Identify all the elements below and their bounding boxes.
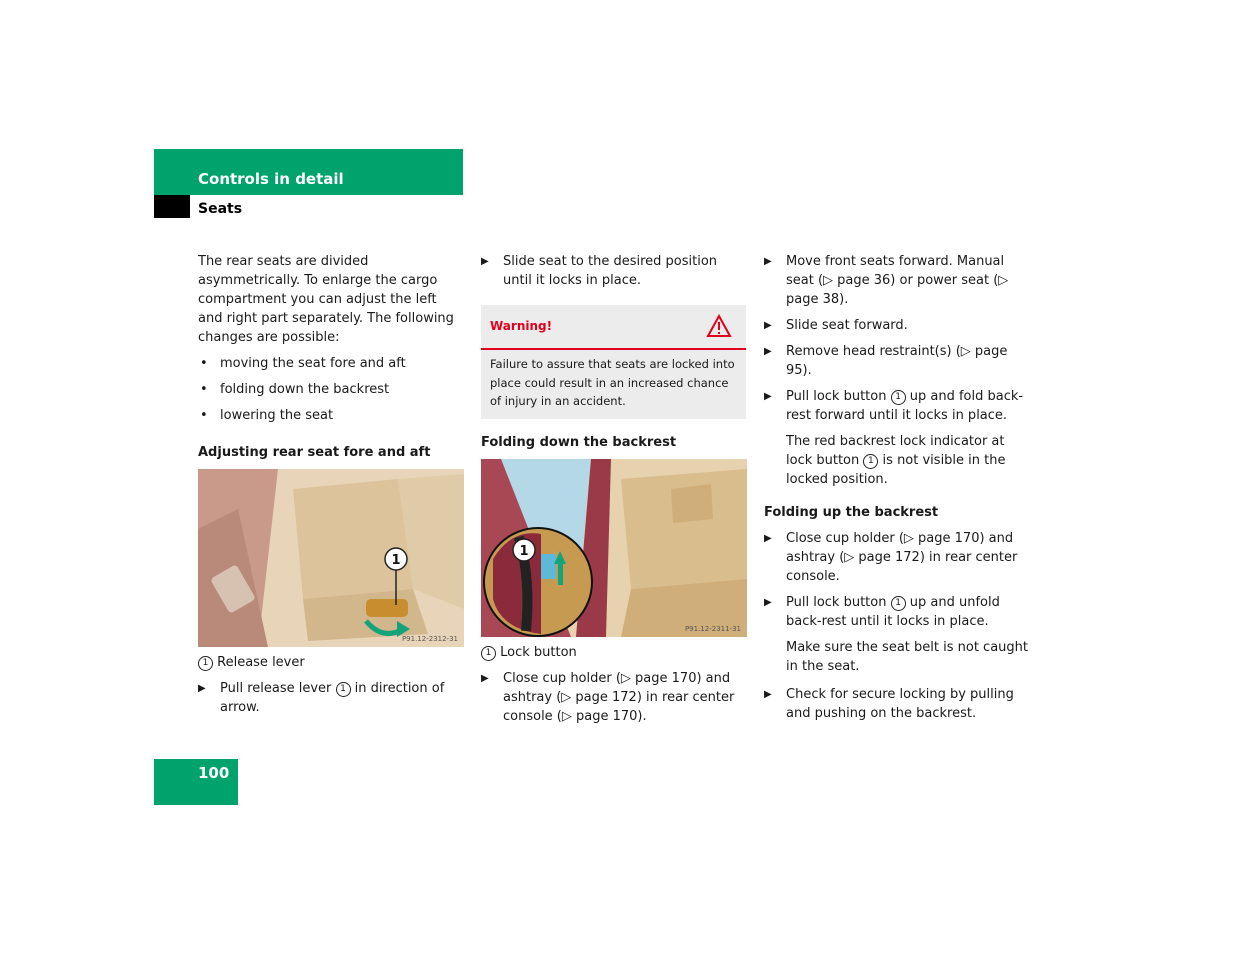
- instruction-step: ▶ Close cup holder (▷ page 170) and ashtray (▷ page 172) in rear center console (▷ page 170).: [481, 670, 735, 724]
- figure-code: P91.12-2312-31: [401, 635, 458, 643]
- warning-triangle-icon: [706, 314, 732, 338]
- warning-text: Failure to assure that seats are locked into place could result in an increased chance of injury in an accident.: [490, 357, 735, 408]
- step-marker-icon: ▶: [764, 689, 772, 700]
- list-item: • lowering the seat: [198, 406, 464, 425]
- instruction-step: ▶ Check for secure locking by pulling and pushing on the backrest.: [764, 687, 1014, 721]
- list-item: • folding down the backrest: [198, 380, 464, 399]
- column-2: [481, 252, 747, 733]
- warning-title: Warning!: [490, 319, 553, 333]
- figure-code: P91.12-2311-31: [684, 624, 741, 633]
- note-paragraph: Make sure the seat belt is not caught in the seat.: [786, 640, 1028, 674]
- note-paragraph: The red backrest lock indicator at lock button 1 is not visible in the locked position.: [786, 434, 1006, 487]
- step-marker-icon: ▶: [198, 683, 206, 694]
- column-1: [198, 252, 464, 724]
- callout-number: 1: [891, 596, 906, 611]
- backrest-fold-illustration: [481, 459, 747, 637]
- figure-caption: [198, 653, 464, 672]
- instruction-step: ▶ Remove head restraint(s) (▷ page 95).: [764, 344, 1008, 378]
- instruction-step: ▶ Close cup holder (▷ page 170) and ashtray (▷ page 172) in rear center console.: [764, 531, 1018, 584]
- caption-text: Release lever: [217, 655, 305, 670]
- page-number: 100: [198, 764, 230, 782]
- callout-number: 1: [481, 646, 496, 661]
- instruction-step: ▶ Pull release lever 1 in direction of arrow.: [198, 681, 445, 715]
- step-marker-icon: ▶: [764, 597, 772, 608]
- section-heading: Adjusting rear seat fore and aft: [198, 445, 431, 460]
- callout-number: 1: [863, 454, 878, 469]
- seat-fore-aft-illustration: [198, 469, 464, 647]
- warning-header: [481, 305, 746, 350]
- list-item: • moving the seat fore and aft: [198, 354, 464, 373]
- instruction-step: ▶ Move front seats forward. Manual seat (▷ page 36) or power seat (▷ page 38).: [764, 254, 1009, 307]
- instruction-step: ▶ Slide seat to the desired position until it locks in place.: [481, 254, 718, 288]
- caption-text: Lock button: [500, 644, 577, 660]
- instruction-step: ▶ Pull lock button 1 up and fold back-rest forward until it locks in place.: [764, 389, 1024, 423]
- section-title: Controls in detail: [198, 170, 344, 188]
- section-heading: Folding up the backrest: [764, 505, 939, 520]
- instruction-step: ▶ Pull lock button 1 up and unfold back-rest until it locks in place.: [764, 595, 1000, 629]
- intro-paragraph: The rear seats are divided asymmetrically. To enlarge the cargo compartment you can adjust the left and right part separately. The following changes are possible:: [198, 254, 454, 345]
- figure-caption: [481, 643, 747, 662]
- step-marker-icon: ▶: [764, 320, 772, 331]
- column-3: [764, 252, 1034, 730]
- callout-number: 1: [198, 656, 213, 671]
- figure-callout: 1: [519, 543, 529, 559]
- callout-number: 1: [336, 682, 351, 697]
- page-number-tab: [154, 759, 238, 805]
- figure-callout: 1: [391, 553, 401, 568]
- instruction-step: ▶ Slide seat forward.: [764, 318, 908, 333]
- step-marker-icon: ▶: [764, 391, 772, 402]
- callout-number: 1: [891, 390, 906, 405]
- step-marker-icon: ▶: [764, 533, 772, 544]
- subsection-title: Seats: [198, 201, 243, 217]
- step-marker-icon: ▶: [481, 256, 489, 267]
- section-heading: Folding down the backrest: [481, 434, 677, 450]
- subsection-marker: [154, 195, 190, 218]
- step-marker-icon: ▶: [764, 346, 772, 357]
- step-marker-icon: ▶: [764, 256, 772, 267]
- warning-box: [481, 305, 746, 419]
- step-marker-icon: ▶: [481, 672, 489, 684]
